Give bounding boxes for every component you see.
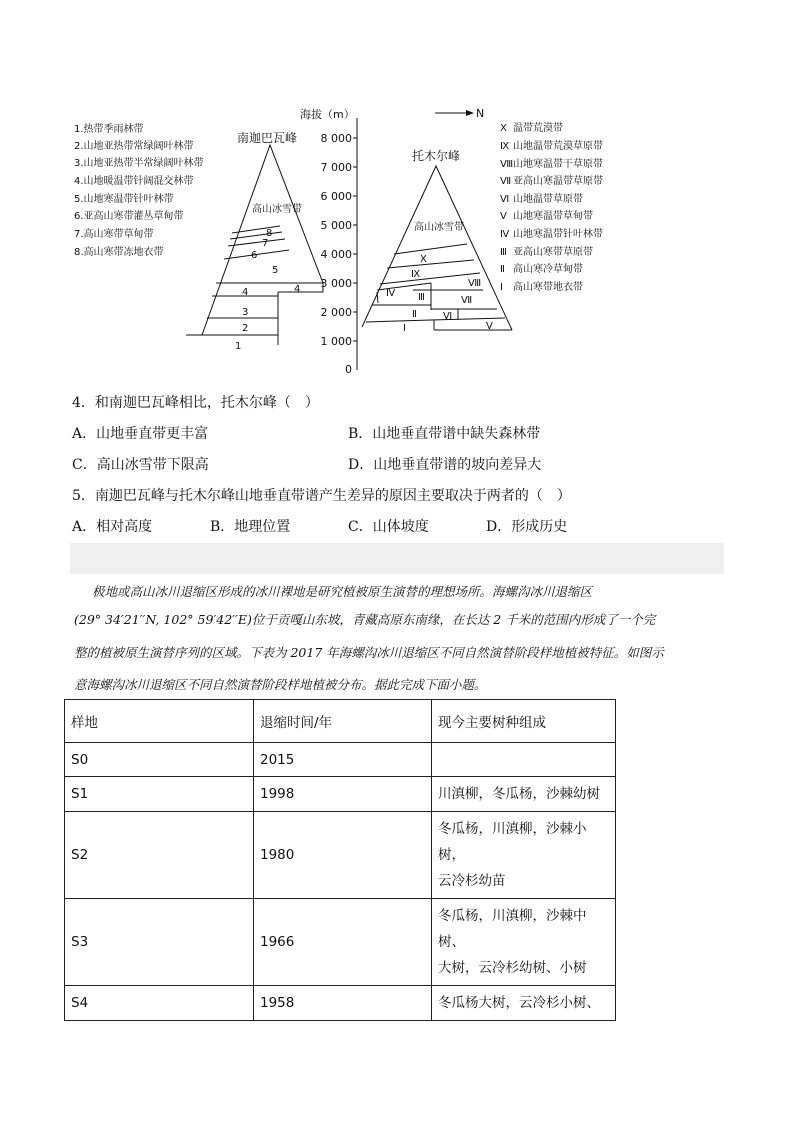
left-legend-item: 7.高山寒带草甸带 bbox=[74, 229, 154, 240]
right-legend-text: 山地温带荒漠草原带 bbox=[513, 141, 603, 152]
zone-number: 8 bbox=[266, 228, 273, 239]
question-4-option-d[interactable]: D．山地垂直带谱的坡向差异大 bbox=[348, 457, 542, 473]
north-label: N bbox=[476, 107, 485, 120]
passage-line: 整的植被原生演替序列的区域。下表为 2017 年海螺沟冰川退缩区不同自然演替阶段样地植被特征。如图示 bbox=[74, 645, 664, 660]
right-legend-num: Ⅸ bbox=[500, 141, 510, 152]
question-5-option-c[interactable]: C．山体坡度 bbox=[348, 519, 429, 535]
species-line: 川滇柳，冬瓜杨，沙棘幼树 bbox=[438, 786, 600, 802]
right-legend-num: Ⅱ bbox=[500, 264, 505, 275]
zone-numeral: Ⅴ bbox=[486, 321, 493, 332]
right-legend bbox=[500, 121, 603, 293]
zone-number: 5 bbox=[272, 265, 279, 276]
header-retreat-year: 退缩时间/年 bbox=[254, 700, 432, 743]
question-4-option-a[interactable]: A．山地垂直带更丰富 bbox=[72, 426, 209, 442]
axis-title: 海拔（m） bbox=[300, 108, 355, 121]
zone-numeral: Ⅲ bbox=[418, 292, 425, 303]
north-arrow-icon bbox=[435, 110, 474, 116]
zone-numeral: Ⅹ bbox=[420, 254, 427, 265]
right-legend-num: Ⅷ bbox=[500, 159, 514, 170]
table-row bbox=[65, 777, 616, 812]
zone-number: 2 bbox=[242, 323, 249, 334]
zone-numeral: Ⅵ bbox=[443, 311, 453, 322]
species-line: 冬瓜杨，川滇柳，沙棘小树， bbox=[438, 821, 587, 863]
vertical-zonation-diagram bbox=[0, 0, 794, 380]
zone-numeral: Ⅷ bbox=[468, 278, 482, 289]
cell-year: 1958 bbox=[254, 986, 432, 1021]
question-5-option-b[interactable]: B．地理位置 bbox=[210, 519, 291, 535]
left-legend-item: 3.山地亚热带半常绿阔叶林带 bbox=[74, 158, 204, 169]
tick-label: 0 bbox=[345, 363, 352, 376]
tick-label: 8 000 bbox=[320, 132, 352, 145]
tick-label: 6 000 bbox=[320, 190, 352, 203]
left-zone-numbers bbox=[235, 228, 300, 352]
header-site: 样地 bbox=[65, 700, 254, 743]
right-legend-num: Ⅰ bbox=[500, 282, 503, 293]
zone-number: 1 bbox=[235, 341, 242, 352]
table-row bbox=[65, 986, 616, 1021]
passage-line: 极地或高山冰川退缩区形成的冰川裸地是研究植被原生演替的理想场所。海螺沟冰川退缩区 bbox=[92, 584, 593, 599]
tick-label: 5 000 bbox=[320, 219, 352, 232]
zone-number: 4 bbox=[294, 284, 301, 295]
left-legend-item: 1.热带季雨林带 bbox=[74, 124, 144, 135]
question-4-option-b[interactable]: B．山地垂直带谱中缺失森林带 bbox=[348, 426, 541, 442]
site-vegetation-table bbox=[64, 699, 616, 1021]
right-legend-text: 山地温带草原带 bbox=[513, 194, 583, 205]
tick-label: 3 000 bbox=[320, 277, 352, 290]
passage-line: 意海螺沟冰川退缩区不同自然演替阶段样地植被分布。据此完成下面小题。 bbox=[74, 677, 487, 692]
right-legend-num: Ⅵ bbox=[500, 194, 510, 205]
tick-label: 4 000 bbox=[320, 248, 352, 261]
cell-site: S0 bbox=[65, 743, 254, 777]
section-divider-band bbox=[70, 543, 724, 574]
cell-site: S4 bbox=[65, 986, 254, 1021]
right-legend-text: 山地寒温带针叶林带 bbox=[513, 229, 603, 240]
right-legend-num: Ⅴ bbox=[500, 211, 507, 222]
right-legend-text: 温带荒漠带 bbox=[513, 123, 563, 134]
zone-number: 3 bbox=[242, 307, 249, 318]
cell-site: S1 bbox=[65, 777, 254, 812]
cell-site: S2 bbox=[65, 812, 254, 899]
peak-right-profile bbox=[362, 166, 512, 330]
axis-tick-labels bbox=[321, 132, 353, 376]
right-zone-numerals bbox=[386, 254, 493, 334]
cell-site: S3 bbox=[65, 899, 254, 986]
right-legend-text: 高山寒带地衣带 bbox=[513, 282, 583, 293]
cell-species bbox=[432, 899, 616, 986]
species-line: 云冷杉幼苗 bbox=[438, 873, 506, 889]
question-5-option-d[interactable]: D．形成历史 bbox=[486, 519, 568, 535]
question-4-option-c[interactable]: C．高山冰雪带下限高 bbox=[72, 457, 209, 473]
left-legend-item: 4.山地暖温带针阔混交林带 bbox=[74, 176, 194, 187]
altitude-axis bbox=[353, 118, 357, 370]
peak-right-snow-label: 高山冰雪带 bbox=[414, 222, 464, 233]
tick-label: 1 000 bbox=[320, 335, 352, 348]
cell-year: 2015 bbox=[254, 743, 432, 777]
tick-label: 2 000 bbox=[320, 306, 352, 319]
species-line: 冬瓜杨，川滇柳，沙棘中树、 bbox=[438, 908, 587, 950]
zone-numeral: Ⅸ bbox=[411, 269, 421, 280]
header-species: 现今主要树种组成 bbox=[432, 700, 616, 743]
table-header-row bbox=[65, 700, 616, 743]
right-legend-text: 高山寒冷草甸带 bbox=[513, 264, 583, 275]
zone-numeral: Ⅳ bbox=[386, 288, 396, 299]
zone-number: 6 bbox=[251, 250, 258, 261]
cell-species bbox=[432, 812, 616, 899]
left-legend-item: 2.山地亚热带常绿阔叶林带 bbox=[74, 141, 194, 152]
cell-species bbox=[432, 743, 616, 777]
right-legend-num: Ⅳ bbox=[500, 229, 510, 240]
table-row bbox=[65, 743, 616, 777]
zone-number: 4 bbox=[242, 287, 249, 298]
zone-numeral: Ⅱ bbox=[412, 309, 417, 320]
cell-year: 1980 bbox=[254, 812, 432, 899]
peak-left-snow-label: 高山冰雪带 bbox=[252, 204, 302, 215]
right-legend-text: 亚高山寒温带草原带 bbox=[513, 176, 603, 187]
zone-numeral: Ⅶ bbox=[461, 295, 473, 306]
right-legend-text: 山地寒温带草甸带 bbox=[513, 211, 593, 222]
cell-year: 1966 bbox=[254, 899, 432, 986]
right-legend-text: 亚高山寒带草原带 bbox=[513, 247, 593, 258]
left-legend-item: 6.亚高山寒带灌丛草甸带 bbox=[74, 211, 184, 222]
question-5-option-a[interactable]: A．相对高度 bbox=[72, 519, 153, 535]
left-legend bbox=[74, 122, 204, 258]
zone-number: 7 bbox=[262, 238, 269, 249]
right-legend-num: Ⅹ bbox=[500, 123, 507, 134]
left-legend-item: 5.山地寒温带针叶林带 bbox=[74, 194, 174, 205]
table-row bbox=[65, 899, 616, 986]
peak-left-name: 南迦巴瓦峰 bbox=[237, 131, 298, 145]
right-legend-num: Ⅲ bbox=[500, 247, 507, 258]
question-4-stem: 4．和南迦巴瓦峰相比，托木尔峰（ ） bbox=[72, 395, 319, 411]
left-legend-item: 8.高山寒带冻地衣带 bbox=[74, 247, 164, 258]
species-line: 大树，云冷杉幼树、小树 bbox=[438, 960, 587, 976]
right-legend-text: 山地寒温带干草原带 bbox=[513, 159, 603, 170]
cell-species bbox=[432, 777, 616, 812]
cell-year: 1998 bbox=[254, 777, 432, 812]
tick-label: 7 000 bbox=[320, 161, 352, 174]
right-legend-num: Ⅶ bbox=[500, 176, 512, 187]
species-line: 冬瓜杨大树，云冷杉小树、 bbox=[438, 995, 600, 1011]
peak-right-name: 托木尔峰 bbox=[412, 149, 461, 163]
zone-numeral: Ⅰ bbox=[403, 323, 406, 334]
question-5-stem: 5．南迦巴瓦峰与托木尔峰山地垂直带谱产生差异的原因主要取决于两者的（ ） bbox=[72, 488, 571, 504]
cell-species bbox=[432, 986, 616, 1021]
table-row bbox=[65, 812, 616, 899]
passage-line: (29° 34′21′′N, 102° 59′42′′E)位于贡嘎山东坡，青藏高原东南缘，在长达 2 千米的范围内形成了一个完 bbox=[74, 612, 656, 627]
peak-left-profile bbox=[186, 145, 323, 345]
